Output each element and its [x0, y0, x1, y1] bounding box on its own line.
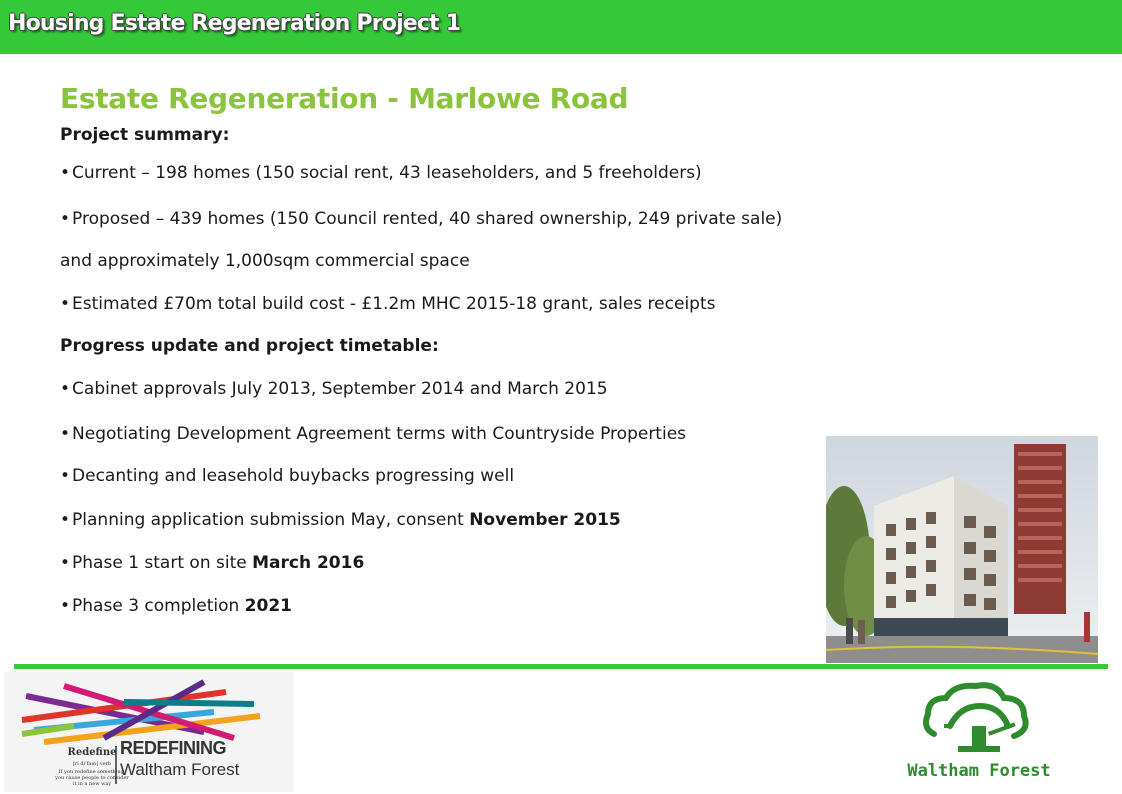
redefining-logo-mark: [4, 672, 294, 792]
summary-item: • Proposed – 439 homes (150 Council rented, 40 shared ownership, 249 private sale): [60, 209, 782, 230]
oak-tree-icon: [884, 676, 1074, 782]
progress-heading: Progress update and project timetable:: [60, 336, 439, 356]
progress-item: • Decanting and leasehold buybacks progressing well: [60, 466, 514, 487]
progress-item: • Phase 1 start on site March 2016: [60, 553, 364, 574]
definition-text: If you redefine something,: [58, 769, 126, 775]
building-illustration: [826, 436, 1098, 663]
definition-word: Redefine: [67, 747, 117, 758]
definition-text: you cause people to consider: [55, 775, 129, 781]
header-bar: [0, 0, 1122, 54]
progress-item: • Planning application submission May, consent November 2015: [60, 510, 621, 531]
slide-title: Estate Regeneration - Marlowe Road: [60, 82, 629, 115]
summary-item-continuation: and approximately 1,000sqm commercial space: [60, 251, 470, 271]
waltham-forest-name: Waltham Forest: [907, 761, 1051, 781]
progress-item: • Cabinet approvals July 2013, September 2014 and March 2015: [60, 379, 608, 400]
redefining-waltham-forest-logo: [4, 672, 294, 792]
summary-item: • Estimated £70m total build cost - £1.2m MHC 2015-18 grant, sales receipts: [60, 294, 715, 315]
definition-text: it in a new way: [72, 781, 112, 787]
redefining-wordmark: REDEFINING: [120, 738, 227, 758]
header-title: Housing Estate Regeneration Project 1: [8, 11, 461, 36]
summary-item: • Current – 198 homes (150 social rent, 43 leaseholders, and 5 freeholders): [60, 163, 702, 184]
progress-item: • Negotiating Development Agreement terms with Countryside Properties: [60, 424, 686, 445]
footer-divider: [14, 664, 1108, 669]
definition-phonetic: [ri dɪˈfaɪn] verb: [72, 761, 112, 767]
progress-item: • Phase 3 completion 2021: [60, 596, 292, 617]
development-photo: [826, 436, 1098, 663]
summary-heading: Project summary:: [60, 125, 230, 145]
waltham-forest-wordmark: Waltham Forest: [120, 760, 240, 779]
waltham-forest-council-logo: [884, 676, 1074, 782]
